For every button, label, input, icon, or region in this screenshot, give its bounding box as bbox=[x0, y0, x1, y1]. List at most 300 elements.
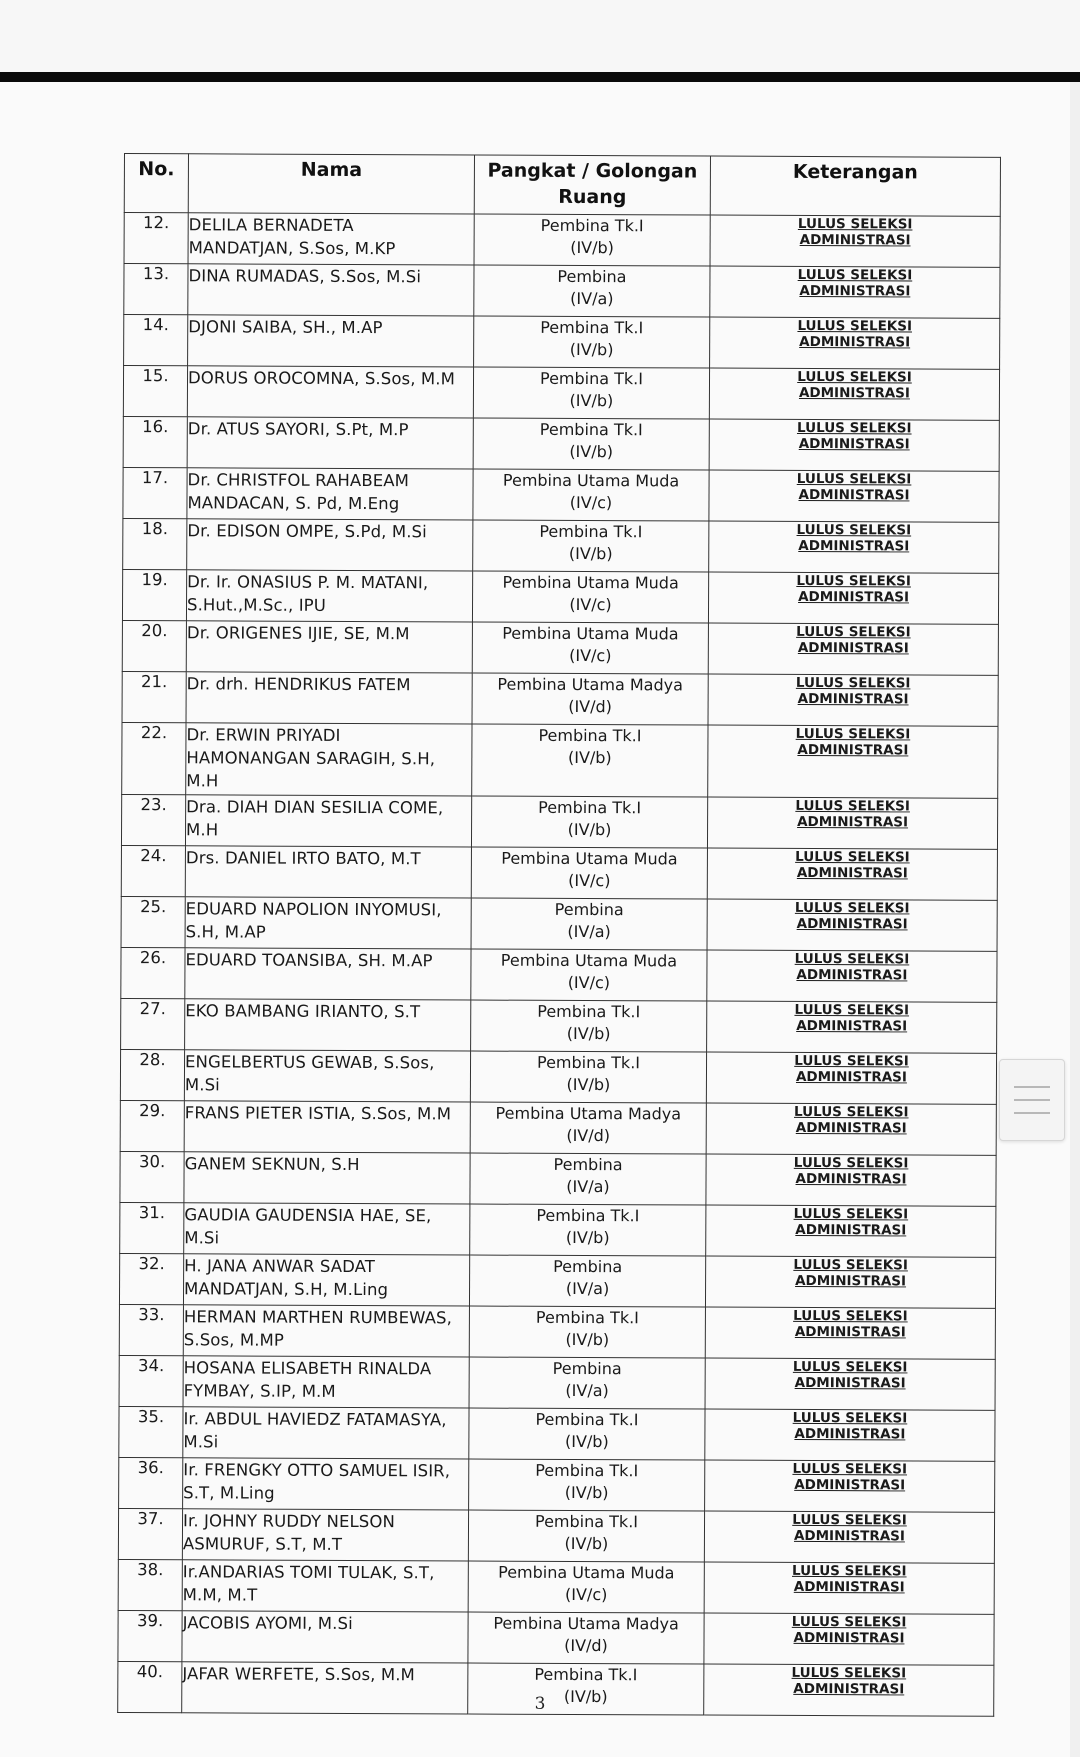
name-line: Dra. DIAH DIAN SESILIA COME, bbox=[186, 797, 444, 818]
row-number: 38. bbox=[118, 1559, 182, 1610]
row-rank bbox=[472, 622, 708, 674]
status-line1: LULUS SELEKSI bbox=[796, 470, 912, 488]
status-line2: ADMINISTRASI bbox=[798, 537, 910, 555]
row-rank bbox=[473, 367, 709, 419]
name-line: S.Hut.,M.Sc., IPU bbox=[186, 595, 326, 615]
status-line1: LULUS SELEKSI bbox=[797, 266, 913, 284]
status-line2: ADMINISTRASI bbox=[796, 915, 908, 933]
name-line: M.H bbox=[186, 820, 219, 840]
top-margin bbox=[0, 0, 1080, 72]
table-row bbox=[124, 213, 1000, 268]
grade-text: (IV/b) bbox=[568, 543, 613, 564]
rank-text: Pembina Utama Madya bbox=[493, 1613, 679, 1634]
table-row bbox=[124, 315, 1000, 370]
status-line2: ADMINISTRASI bbox=[795, 1221, 907, 1239]
name-line: HERMAN MARTHEN RUMBEWAS, bbox=[183, 1307, 453, 1328]
rank-text: Pembina Tk.I bbox=[534, 1664, 638, 1685]
status-line1: LULUS SELEKSI bbox=[795, 674, 911, 692]
row-number: 26. bbox=[121, 947, 185, 998]
row-number: 29. bbox=[120, 1100, 184, 1151]
table-row bbox=[121, 794, 997, 849]
table-row bbox=[122, 671, 998, 726]
status-line1: LULUS SELEKSI bbox=[795, 725, 911, 743]
row-number: 22. bbox=[122, 722, 186, 794]
status-line1: LULUS SELEKSI bbox=[797, 215, 913, 233]
name-line: EDUARD NAPOLION INYOMUSI, bbox=[185, 899, 442, 920]
name-line: DINA RUMADAS, S.Sos, M.Si bbox=[188, 266, 422, 287]
table-row bbox=[121, 998, 997, 1053]
row-status bbox=[708, 674, 998, 726]
row-name bbox=[186, 672, 472, 724]
name-line: M.H bbox=[186, 771, 219, 791]
table-row bbox=[124, 264, 1000, 319]
rank-text: Pembina Utama Muda bbox=[501, 848, 678, 869]
name-line: FRANS PIETER ISTIA, S.Sos, M.M bbox=[184, 1103, 452, 1124]
status-line1: LULUS SELEKSI bbox=[792, 1358, 908, 1376]
grade-text: (IV/c) bbox=[565, 1584, 608, 1605]
table-row bbox=[122, 722, 998, 798]
table-row bbox=[118, 1610, 994, 1665]
name-line: Ir. ABDUL HAVIEDZ FATAMASYA, bbox=[183, 1409, 447, 1430]
row-status bbox=[709, 521, 999, 573]
name-line: HOSANA ELISABETH RINALDA bbox=[183, 1358, 432, 1379]
row-status bbox=[708, 725, 998, 798]
row-name bbox=[185, 948, 471, 1000]
row-name bbox=[188, 213, 474, 265]
row-status bbox=[704, 1613, 994, 1665]
rank-text: Pembina Utama Muda bbox=[500, 950, 678, 971]
status-line2: ADMINISTRASI bbox=[793, 1527, 905, 1545]
row-number: 34. bbox=[119, 1355, 183, 1406]
name-line: ENGELBERTUS GEWAB, S.Sos, bbox=[184, 1052, 435, 1073]
row-name bbox=[188, 315, 474, 367]
status-line2: ADMINISTRASI bbox=[796, 966, 908, 984]
row-name bbox=[184, 1050, 470, 1102]
row-number: 13. bbox=[124, 264, 188, 315]
status-line2: ADMINISTRASI bbox=[799, 282, 911, 300]
status-line1: LULUS SELEKSI bbox=[793, 1103, 909, 1121]
row-status bbox=[709, 419, 999, 471]
row-name bbox=[184, 1152, 470, 1204]
status-line2: ADMINISTRASI bbox=[795, 1170, 907, 1188]
row-rank bbox=[473, 520, 709, 572]
row-number: 31. bbox=[120, 1202, 184, 1253]
grade-text: (IV/d) bbox=[564, 1635, 608, 1656]
status-line2: ADMINISTRASI bbox=[798, 486, 910, 504]
scan-edge-bar bbox=[0, 72, 1080, 82]
table-row bbox=[118, 1559, 994, 1614]
table-row bbox=[123, 366, 999, 421]
name-line: DORUS OROCOMNA, S.Sos, M.M bbox=[187, 368, 456, 389]
row-name bbox=[187, 519, 473, 571]
row-name bbox=[187, 468, 473, 520]
grade-text: (IV/a) bbox=[570, 288, 614, 309]
grade-text: (IV/d) bbox=[568, 696, 612, 717]
grade-text: (IV/b) bbox=[564, 1533, 609, 1554]
status-line1: LULUS SELEKSI bbox=[796, 419, 912, 437]
header-nama: Nama bbox=[188, 154, 474, 214]
row-number: 17. bbox=[123, 467, 187, 518]
row-name bbox=[183, 1458, 469, 1510]
status-line2: ADMINISTRASI bbox=[796, 864, 908, 882]
row-rank bbox=[472, 724, 708, 797]
row-number: 12. bbox=[124, 213, 188, 264]
status-line1: LULUS SELEKSI bbox=[794, 950, 910, 968]
name-line: EKO BAMBANG IRIANTO, S.T bbox=[185, 1001, 421, 1022]
name-line: JACOBIS AYOMI, M.Si bbox=[182, 1613, 353, 1634]
row-status bbox=[708, 623, 998, 675]
status-line1: LULUS SELEKSI bbox=[792, 1511, 907, 1529]
name-line: M.Si bbox=[184, 1228, 220, 1248]
status-line1: LULUS SELEKSI bbox=[797, 317, 913, 335]
row-number: 40. bbox=[118, 1661, 182, 1712]
table-row bbox=[120, 1100, 996, 1155]
row-rank bbox=[471, 847, 707, 899]
row-rank bbox=[473, 469, 709, 521]
name-line: Dr. CHRISTFOL RAHABEAM bbox=[187, 470, 410, 491]
row-name bbox=[185, 999, 471, 1051]
grade-text: (IV/b) bbox=[570, 237, 614, 258]
table-row bbox=[123, 467, 999, 522]
row-rank bbox=[473, 418, 709, 470]
name-line: DELILA BERNADETA bbox=[188, 215, 354, 236]
row-status bbox=[710, 215, 1000, 267]
row-number: 15. bbox=[123, 366, 187, 417]
row-number: 27. bbox=[121, 998, 185, 1049]
table-row bbox=[121, 947, 997, 1002]
table-row bbox=[119, 1304, 995, 1359]
status-line1: LULUS SELEKSI bbox=[793, 1205, 909, 1223]
name-line: Ir. FRENGKY OTTO SAMUEL ISIR, bbox=[183, 1460, 451, 1481]
row-rank bbox=[471, 796, 707, 848]
name-line: M.Si bbox=[184, 1075, 220, 1095]
row-rank bbox=[471, 949, 707, 1001]
name-line: Ir.ANDARIAS TOMI TULAK, S.T, bbox=[182, 1562, 435, 1583]
name-line: Dr. ERWIN PRIYADI bbox=[186, 725, 341, 745]
row-rank bbox=[474, 265, 710, 317]
row-number: 28. bbox=[120, 1049, 184, 1100]
table-row bbox=[120, 1202, 996, 1257]
row-name bbox=[184, 1101, 470, 1153]
status-line2: ADMINISTRASI bbox=[797, 690, 909, 708]
row-status bbox=[709, 368, 999, 420]
row-status bbox=[706, 1103, 996, 1155]
row-number: 21. bbox=[122, 671, 186, 722]
grade-text: (IV/b) bbox=[566, 1023, 611, 1044]
rank-text: Pembina Tk.I bbox=[535, 1460, 639, 1481]
row-status bbox=[704, 1562, 994, 1614]
rank-text: Pembina Tk.I bbox=[540, 215, 644, 236]
row-status bbox=[710, 317, 1000, 369]
table-row bbox=[120, 1049, 996, 1104]
row-number: 16. bbox=[123, 416, 187, 467]
status-line1: LULUS SELEKSI bbox=[792, 1409, 908, 1427]
status-line2: ADMINISTRASI bbox=[794, 1374, 906, 1392]
grade-text: (IV/a) bbox=[567, 921, 611, 942]
grade-text: (IV/b) bbox=[565, 1227, 610, 1248]
rank-text: Pembina bbox=[554, 899, 624, 920]
status-line1: LULUS SELEKSI bbox=[793, 1256, 908, 1274]
status-line2: ADMINISTRASI bbox=[793, 1629, 905, 1647]
row-status bbox=[705, 1460, 995, 1512]
grade-text: (IV/b) bbox=[569, 441, 614, 462]
row-number: 20. bbox=[122, 620, 186, 671]
row-name bbox=[188, 264, 474, 316]
row-name bbox=[187, 366, 473, 418]
row-rank bbox=[472, 571, 708, 623]
row-status bbox=[707, 1001, 997, 1053]
status-line1: LULUS SELEKSI bbox=[797, 368, 912, 386]
row-name bbox=[183, 1356, 469, 1408]
table-row bbox=[123, 518, 999, 573]
row-name bbox=[182, 1509, 468, 1561]
name-line: MANDATJAN, S.Sos, M.KP bbox=[188, 238, 396, 259]
table-row bbox=[122, 620, 998, 675]
status-line1: LULUS SELEKSI bbox=[791, 1613, 907, 1631]
row-rank bbox=[474, 214, 710, 266]
name-line: S.Sos, M.MP bbox=[183, 1330, 285, 1350]
row-rank bbox=[471, 898, 707, 950]
row-name bbox=[183, 1254, 469, 1306]
table-row bbox=[121, 845, 997, 900]
name-line: Dr. ATUS SAYORI, S.Pt, M.P bbox=[187, 419, 409, 440]
status-line1: LULUS SELEKSI bbox=[792, 1460, 908, 1478]
grade-text: (IV/c) bbox=[568, 870, 611, 891]
rank-text: Pembina Utama Muda bbox=[498, 1562, 675, 1583]
grade-text: (IV/b) bbox=[569, 390, 614, 411]
row-number: 39. bbox=[118, 1610, 182, 1661]
row-name bbox=[185, 846, 471, 898]
row-number: 36. bbox=[119, 1457, 183, 1508]
rank-text: Pembina bbox=[553, 1256, 623, 1277]
row-rank bbox=[469, 1306, 705, 1358]
rank-text: Pembina Utama Madya bbox=[497, 674, 683, 695]
row-number: 32. bbox=[119, 1253, 183, 1304]
row-rank bbox=[470, 1102, 706, 1154]
header-pangkat-line1: Pangkat / Golongan bbox=[487, 159, 698, 183]
row-rank bbox=[470, 1153, 706, 1205]
row-name bbox=[186, 621, 472, 673]
name-line: MANDACAN, S. Pd, M.Eng bbox=[187, 493, 400, 514]
row-name bbox=[182, 1611, 468, 1663]
status-line1: LULUS SELEKSI bbox=[794, 899, 910, 917]
name-line: EDUARD TOANSIBA, SH. M.AP bbox=[185, 950, 433, 971]
status-line2: ADMINISTRASI bbox=[797, 813, 909, 831]
grade-text: (IV/b) bbox=[564, 1431, 609, 1452]
status-line2: ADMINISTRASI bbox=[794, 1425, 906, 1443]
row-name bbox=[185, 795, 471, 847]
rank-text: Pembina Tk.I bbox=[536, 1205, 640, 1226]
rank-text: Pembina Utama Muda bbox=[502, 470, 680, 491]
header-no: No. bbox=[124, 154, 188, 213]
status-line2: ADMINISTRASI bbox=[799, 231, 911, 249]
rank-text: Pembina Tk.I bbox=[535, 1307, 639, 1328]
name-line: GAUDIA GAUDENSIA HAE, SE, bbox=[184, 1205, 432, 1226]
row-rank bbox=[470, 1204, 706, 1256]
row-status bbox=[709, 470, 999, 522]
row-rank bbox=[472, 673, 708, 725]
status-line2: ADMINISTRASI bbox=[799, 333, 911, 351]
header-pangkat bbox=[474, 155, 710, 215]
grade-text: (IV/b) bbox=[567, 747, 612, 768]
row-number: 25. bbox=[121, 896, 185, 947]
grade-text: (IV/c) bbox=[569, 492, 613, 513]
grade-text: (IV/a) bbox=[566, 1176, 610, 1197]
row-rank bbox=[474, 316, 710, 368]
row-name bbox=[183, 1407, 469, 1459]
rank-text: Pembina Tk.I bbox=[536, 1052, 641, 1073]
grade-text: (IV/b) bbox=[563, 1686, 608, 1707]
status-line2: ADMINISTRASI bbox=[797, 639, 909, 657]
row-number: 23. bbox=[121, 794, 185, 845]
row-status bbox=[705, 1307, 995, 1359]
row-name bbox=[183, 1305, 469, 1357]
name-line: Dr. ORIGENES IJIE, SE, M.M bbox=[186, 623, 410, 644]
row-rank bbox=[468, 1612, 704, 1664]
grade-text: (IV/b) bbox=[564, 1482, 609, 1503]
row-number: 37. bbox=[118, 1508, 182, 1559]
row-rank bbox=[470, 1051, 706, 1103]
table-row bbox=[122, 569, 998, 624]
name-line: H. JANA ANWAR SADAT bbox=[184, 1256, 376, 1277]
row-number: 33. bbox=[119, 1304, 183, 1355]
grade-text: (IV/d) bbox=[566, 1125, 611, 1146]
rank-text: Pembina bbox=[552, 1358, 622, 1379]
grade-text: (IV/b) bbox=[569, 339, 614, 360]
status-line2: ADMINISTRASI bbox=[793, 1578, 905, 1596]
page-number: 3 bbox=[534, 1694, 546, 1714]
table-header-row bbox=[124, 154, 1000, 217]
status-line2: ADMINISTRASI bbox=[794, 1476, 906, 1494]
table-row bbox=[121, 896, 997, 951]
row-status bbox=[707, 950, 997, 1002]
status-line1: LULUS SELEKSI bbox=[795, 848, 910, 866]
row-status bbox=[706, 1154, 996, 1206]
grade-text: (IV/a) bbox=[565, 1380, 609, 1401]
table-row bbox=[120, 1151, 996, 1206]
row-rank bbox=[469, 1357, 705, 1409]
name-line: M.M, M.T bbox=[182, 1585, 258, 1605]
table-row bbox=[118, 1508, 994, 1563]
row-status bbox=[706, 1205, 996, 1257]
candidate-table bbox=[117, 153, 1001, 1717]
status-line1: LULUS SELEKSI bbox=[796, 572, 911, 590]
rank-text: Pembina Tk.I bbox=[540, 317, 644, 338]
row-status bbox=[705, 1358, 995, 1410]
table-row bbox=[123, 416, 999, 471]
name-line: MANDATJAN, S.H, M.Ling bbox=[184, 1279, 389, 1300]
side-menu-handle[interactable] bbox=[999, 1059, 1065, 1141]
row-number: 35. bbox=[119, 1406, 183, 1457]
status-line1: LULUS SELEKSI bbox=[794, 1052, 909, 1070]
status-line2: ADMINISTRASI bbox=[796, 1017, 908, 1035]
rank-text: Pembina Utama Muda bbox=[502, 623, 679, 644]
row-status bbox=[705, 1256, 995, 1308]
status-line1: LULUS SELEKSI bbox=[791, 1562, 907, 1580]
status-line1: LULUS SELEKSI bbox=[793, 1154, 909, 1172]
status-line1: LULUS SELEKSI bbox=[793, 1307, 908, 1325]
name-line: M.Si bbox=[183, 1432, 219, 1452]
name-line: FYMBAY, S.IP, M.M bbox=[183, 1381, 336, 1401]
status-line1: LULUS SELEKSI bbox=[796, 623, 911, 641]
grade-text: (IV/b) bbox=[566, 1074, 611, 1095]
row-status bbox=[706, 1052, 996, 1104]
rank-text: Pembina Tk.I bbox=[539, 521, 643, 542]
name-line: HAMONANGAN SARAGIH, S.H, bbox=[186, 748, 436, 769]
status-line2: ADMINISTRASI bbox=[798, 435, 910, 453]
row-status bbox=[707, 797, 997, 849]
row-rank bbox=[468, 1510, 704, 1562]
row-number: 30. bbox=[120, 1151, 184, 1202]
rank-text: Pembina Tk.I bbox=[538, 797, 642, 818]
rank-text: Pembina Tk.I bbox=[534, 1511, 639, 1532]
name-line: JAFAR WERFETE, S.Sos, M.M bbox=[182, 1664, 415, 1685]
row-name bbox=[185, 897, 471, 949]
status-line2: ADMINISTRASI bbox=[794, 1323, 906, 1341]
status-line2: ADMINISTRASI bbox=[793, 1680, 905, 1698]
row-number: 18. bbox=[123, 518, 187, 569]
table-row bbox=[119, 1406, 995, 1461]
header-keterangan: Keterangan bbox=[710, 156, 1000, 216]
table-row bbox=[119, 1457, 995, 1512]
header-pangkat-line2: Ruang bbox=[558, 185, 627, 209]
name-line: GANEM SEKNUN, S.H bbox=[184, 1154, 360, 1175]
row-rank bbox=[469, 1408, 705, 1460]
rank-text: Pembina bbox=[553, 1154, 623, 1175]
grade-text: (IV/c) bbox=[569, 645, 612, 666]
name-line: ASMURUF, S.T, M.T bbox=[182, 1534, 343, 1554]
grade-text: (IV/b) bbox=[567, 819, 612, 840]
name-line: Dr. drh. HENDRIKUS FATEM bbox=[186, 674, 411, 695]
name-line: S.T, M.Ling bbox=[183, 1483, 275, 1503]
row-rank bbox=[468, 1561, 704, 1613]
name-line: Dr. EDISON OMPE, S.Pd, M.Si bbox=[187, 521, 427, 542]
table-row bbox=[119, 1253, 995, 1308]
rank-text: Pembina bbox=[557, 266, 627, 287]
name-line: DJONI SAIBA, SH., M.AP bbox=[188, 317, 383, 338]
row-name bbox=[186, 723, 472, 796]
row-name bbox=[186, 570, 472, 622]
status-line1: LULUS SELEKSI bbox=[796, 521, 912, 539]
status-line1: LULUS SELEKSI bbox=[791, 1664, 907, 1682]
row-status bbox=[704, 1511, 994, 1563]
page-edge bbox=[1070, 82, 1080, 1757]
rank-text: Pembina Tk.I bbox=[535, 1409, 639, 1430]
status-line2: ADMINISTRASI bbox=[797, 741, 909, 759]
rank-text: Pembina Utama Muda bbox=[502, 572, 679, 593]
status-line2: ADMINISTRASI bbox=[795, 1272, 907, 1290]
status-line2: ADMINISTRASI bbox=[798, 384, 910, 402]
row-number: 14. bbox=[124, 315, 188, 366]
rank-text: Pembina Utama Madya bbox=[495, 1103, 682, 1124]
rank-text: Pembina Tk.I bbox=[538, 725, 642, 746]
rank-text: Pembina Tk.I bbox=[539, 368, 644, 389]
rank-text: Pembina Tk.I bbox=[539, 419, 643, 440]
row-status bbox=[705, 1409, 995, 1461]
row-status bbox=[707, 899, 997, 951]
status-line2: ADMINISTRASI bbox=[795, 1068, 907, 1086]
name-line: Dr. Ir. ONASIUS P. M. MATANI, bbox=[187, 572, 429, 593]
name-line: Ir. JOHNY RUDDY NELSON bbox=[182, 1511, 395, 1532]
row-status bbox=[707, 848, 997, 900]
status-line2: ADMINISTRASI bbox=[795, 1119, 907, 1137]
rank-text: Pembina Tk.I bbox=[537, 1001, 641, 1022]
name-line: Drs. DANIEL IRTO BATO, M.T bbox=[185, 848, 421, 869]
grade-text: (IV/b) bbox=[565, 1329, 610, 1350]
row-number: 19. bbox=[122, 569, 186, 620]
row-name bbox=[182, 1560, 468, 1612]
status-line2: ADMINISTRASI bbox=[798, 588, 910, 606]
